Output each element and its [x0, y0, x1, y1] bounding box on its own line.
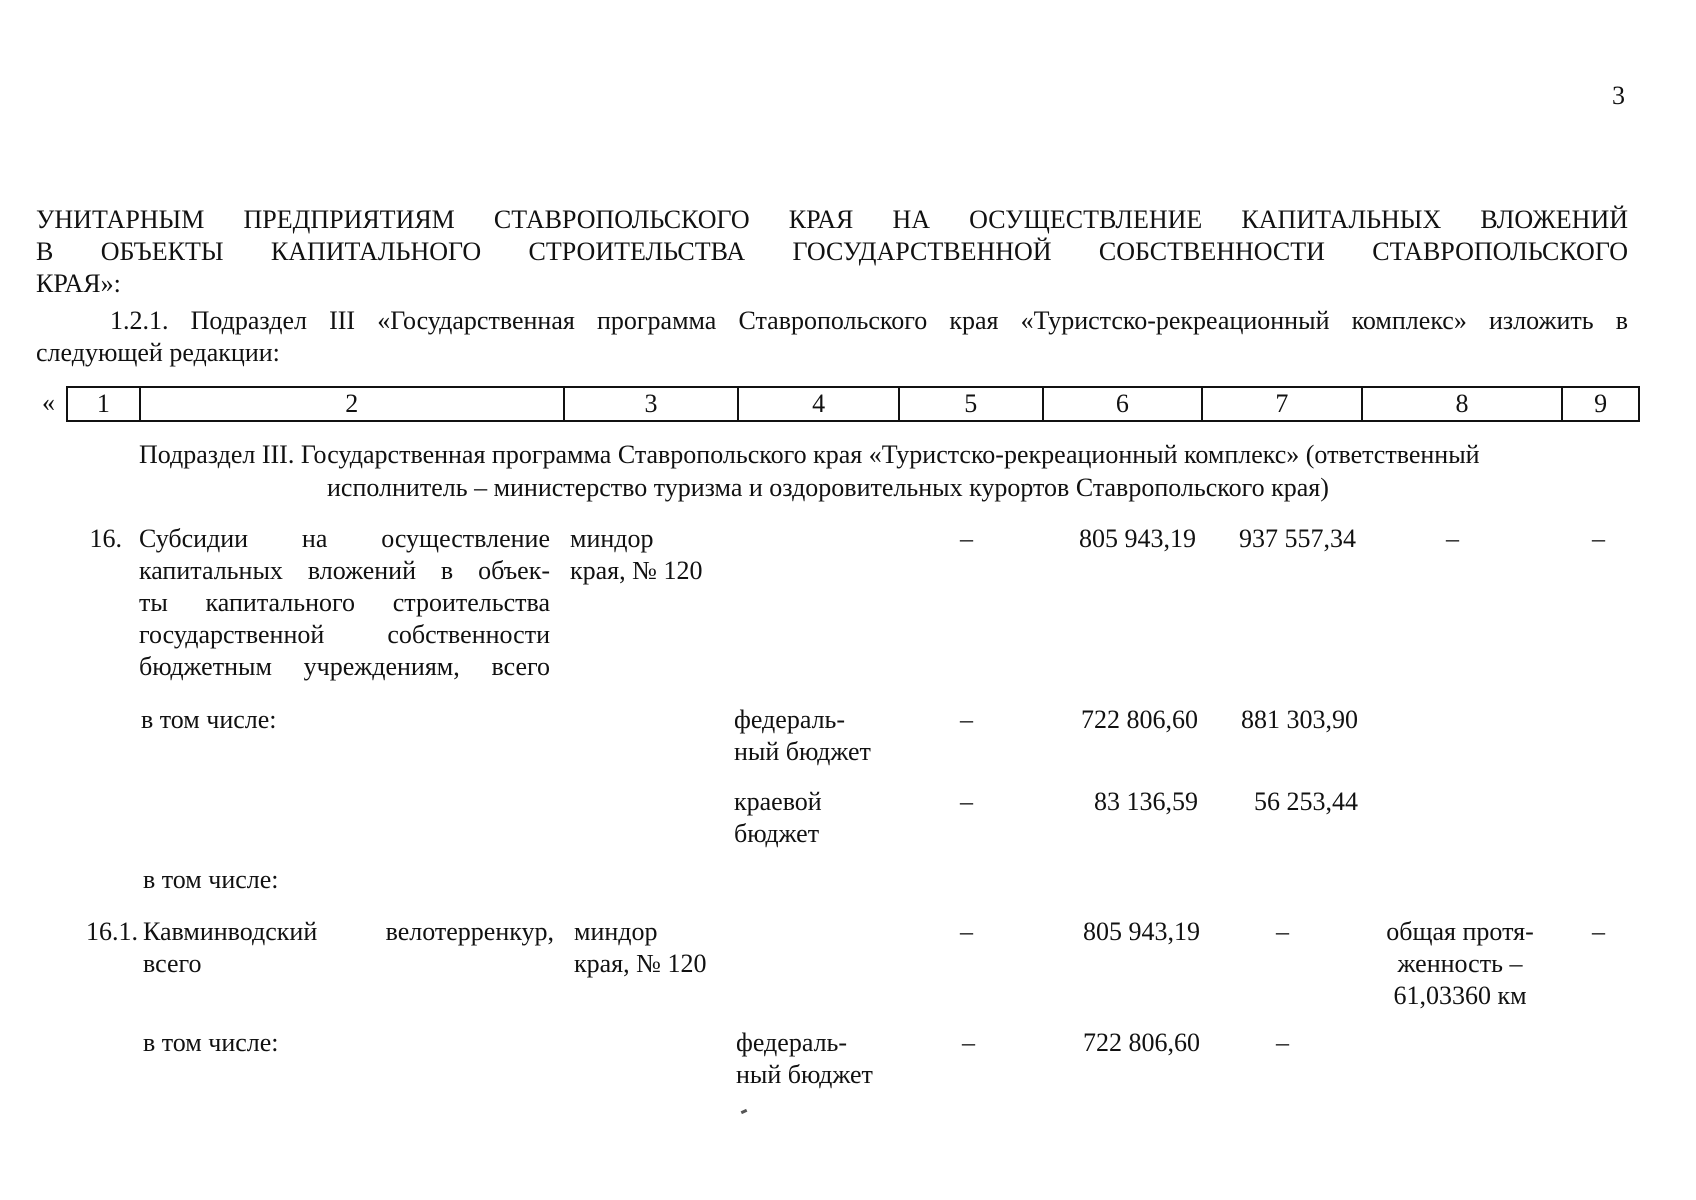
including-label: в том числе:: [143, 865, 279, 894]
funding-source-line: федераль-: [734, 705, 846, 734]
including-label: в том числе:: [143, 1028, 279, 1057]
column-number: 3: [565, 388, 740, 420]
row-name: [139, 523, 550, 683]
cell-col7: 881 303,90: [1241, 705, 1358, 734]
cell-col6: 805 943,19: [1079, 524, 1196, 553]
header-line: УНИТАРНЫМ ПРЕДПРИЯТИЯМ СТАВРОПОЛЬСКОГО КРАЯ НА ОСУЩЕСТВЛЕНИЕ КАПИТАЛЬНЫХ ВЛОЖЕНИЙ: [36, 205, 1628, 234]
col8-line: женность –: [1397, 949, 1523, 978]
funding-source: [734, 704, 914, 768]
instruction-paragraph: [36, 305, 1628, 369]
funding-source-line: бюджет: [734, 819, 820, 848]
cell-col7: 56 253,44: [1254, 787, 1358, 816]
funding-source-line: ный бюджет: [736, 1060, 873, 1089]
page-number: 3: [1612, 81, 1625, 110]
cell-col5: –: [960, 917, 973, 946]
row-organization: [570, 523, 740, 587]
row-name-line: государственной собственности: [139, 620, 550, 649]
funding-source-line: федераль-: [736, 1028, 848, 1057]
cell-col7: 937 557,34: [1239, 524, 1356, 553]
row-name-line: бюджетным учреждениям, всего: [139, 652, 550, 681]
organization-line: края, № 120: [570, 556, 703, 585]
organization-line: миндор: [570, 524, 654, 553]
cell-col6: 83 136,59: [1094, 787, 1198, 816]
including-label: в том числе:: [141, 705, 277, 734]
funding-source: [734, 786, 914, 850]
row-name-line: всего: [143, 949, 202, 978]
cell-col9: –: [1592, 917, 1605, 946]
cell-col8: –: [1446, 524, 1459, 553]
funding-source-line: ный бюджет: [734, 737, 871, 766]
row-name: [143, 916, 554, 980]
funding-source: [736, 1027, 916, 1091]
column-number-header: [66, 386, 1640, 422]
cell-col7: –: [1276, 917, 1289, 946]
col8-line: общая протя-: [1386, 917, 1534, 946]
cell-col6: 722 806,60: [1081, 705, 1198, 734]
cell-col6: 722 806,60: [1083, 1028, 1200, 1057]
column-number: 6: [1044, 388, 1204, 420]
header-line: В ОБЪЕКТЫ КАПИТАЛЬНОГО СТРОИТЕЛЬСТВА ГОСУДАРСТВЕННОЙ СОБСТВЕННОСТИ СТАВРОПОЛЬСКОГО: [36, 237, 1628, 266]
column-number: 1: [68, 388, 141, 420]
organization-line: миндор: [574, 917, 658, 946]
column-number: 7: [1203, 388, 1363, 420]
row-number: 16.: [89, 524, 122, 553]
cell-col9: –: [1592, 524, 1605, 553]
column-number: 9: [1594, 389, 1608, 418]
col8-line: 61,03360 км: [1393, 981, 1527, 1010]
organization-line: края, № 120: [574, 949, 707, 978]
cell-col5: –: [960, 787, 973, 816]
subsection-title: Подраздел III. Государственная программа Ставропольского края «Туристско-рекреационный комплекс» (ответственный: [139, 440, 1480, 469]
column-number: 2: [141, 388, 565, 420]
row-name-line: Кавминводский велотерренкур,: [143, 917, 554, 946]
cell-col7: –: [1276, 1028, 1289, 1057]
row-name-line: Субсидии на осуществление: [139, 524, 550, 553]
header-line: КРАЯ»:: [36, 269, 121, 298]
column-number: 4: [739, 388, 900, 420]
cell-col5: –: [960, 524, 973, 553]
subsection-title-continued: исполнитель – министерство туризма и оздоровительных курортов Ставропольского края): [327, 473, 1329, 502]
row-organization: [574, 916, 744, 980]
row-name-line: ты капитального строительства: [139, 588, 550, 617]
cell-col5: –: [962, 1028, 975, 1057]
row-number: 16.1.: [86, 917, 138, 946]
paragraph-line: следующей редакции:: [36, 338, 280, 367]
cell-col5: –: [960, 705, 973, 734]
column-number: 8: [1363, 388, 1563, 420]
funding-source-line: краевой: [734, 787, 822, 816]
cell-col6: 805 943,19: [1083, 917, 1200, 946]
paragraph-line: 1.2.1. Подраздел III «Государственная программа Ставропольского края «Туристско-рекреационный комплекс» изложить в: [110, 306, 1628, 335]
opening-quote: «: [42, 388, 55, 417]
scan-speck: [741, 1109, 748, 1114]
header-paragraph: [36, 204, 1628, 300]
cell-col8: [1360, 916, 1560, 1012]
column-number: 5: [900, 388, 1044, 420]
row-name-line: капитальных вложений в объек-: [139, 556, 550, 585]
